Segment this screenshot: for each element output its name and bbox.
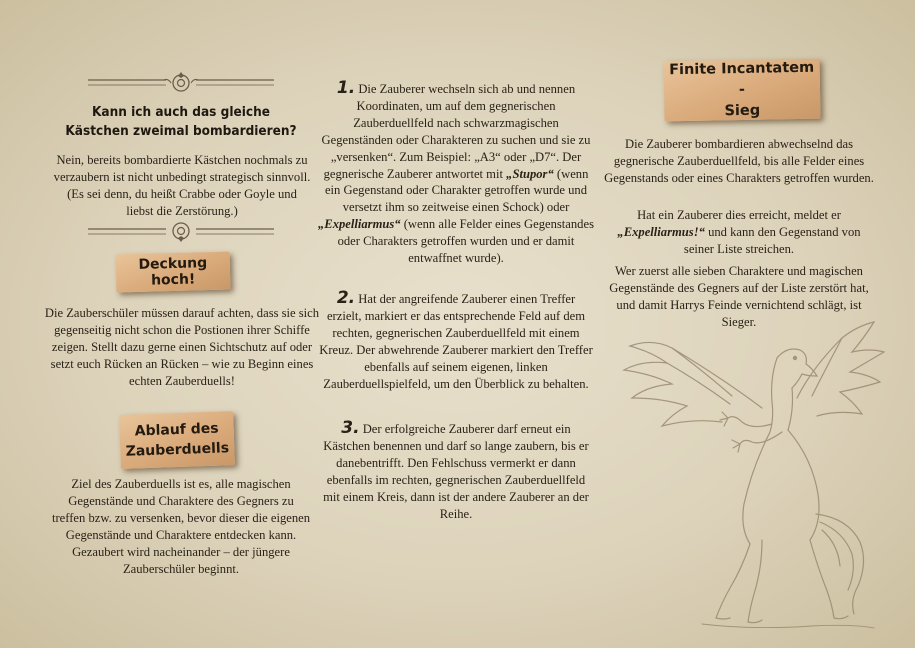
step1-text-a: Die Zauberer wechseln sich ab und nennen Koordinaten, um auf dem gegnerischen Zauberduellfeld nach schwarzmagischen Gegenständen oder Charakteren zu suchen und sie zu „versenken“. Zum Beispiel: „A3“ oder „D7“. Der gegnerische Zauberer antwortet mit [321,82,591,181]
faq-text: Nein, bereits bombardierte Kästchen nochmals zu verzaubern ist nicht unbedingt strategisch sinnvoll. (Es sei denn, du heißt Crabbe oder Goyle und liebst die Zerstörung.) [53,153,311,218]
win-text-2a: Hat ein Zauberer dies erreicht, meldet er [637,208,841,222]
win-text-3: Wer zuerst alle sieben Charaktere und magischen Gegenstände des Gegners auf der Liste zerstört hat, und damit Harrys Feinde vernichtend schlägt, ist Sieger. [609,264,869,329]
step1-spell-stupor: „Stupor“ [506,166,554,181]
win-text-2b: und kann den Gegenstand von seiner Liste streichen. [683,224,861,256]
step3-number: 3. [341,418,360,438]
step2 [318,290,594,392]
step1-spell-expelliarmus: „Expelliarmus“ [318,217,401,232]
cover-label [116,252,231,293]
win-label-line1: Finite Incantatem - [668,59,815,98]
faq-heading: Kann ich auch das gleiche Kästchen zweimal bombardieren? [65,104,297,139]
win-spell-expelliarmus: „Expelliarmus!“ [617,224,705,239]
win-text-1: Die Zauberer bombardieren abwechselnd das gegnerische Zauberduellfeld, bis alle Felder eines Gegenstands oder eines Charakters getroffen wurden. [604,137,874,185]
ornament-divider-top [88,72,274,96]
step1 [318,80,594,267]
cover-text: Die Zauberschüler müssen darauf achten, dass sie sich gegenseitig nicht schon die Postionen ihrer Schiffe zeigen. Stellt dazu gerne einen Sichtschutz auf oder setzt euch Rücken an Rücken – wie zu Beginn eines echten Zauberduells! [44,306,320,388]
win-label-line2: Sieg [724,102,761,119]
step1-text-b: (wenn ein Gegenstand oder Charakter getroffen wurde und versetzt ihm so zeitweise einen Schock) oder [324,166,589,215]
step2-number: 2. [336,288,356,308]
win-label [663,59,820,122]
step1-text-c: (wenn alle Felder eines Gegenstandes oder Charakters getroffen wurden und er damit entwaffnet wurde). [337,217,594,266]
flow-label-line1: Ablauf des [134,420,219,440]
ornament-divider-bottom [88,218,274,242]
step1-number: 1. [336,78,356,98]
flow-label [119,411,235,469]
step3-text: Der erfolgreiche Zauberer darf erneut ein Kästchen benennen und darf so lange zaubern, bis er danebentrifft. Den Fehlschuss vermerkt er dann ebenfalls im rechten, gegnerischen Zauberduellfeld mit einem Kreis, dann ist der andere Zauberer an der Reihe. [323,422,589,521]
flow-label-line2: Zauberduells [125,440,230,460]
win-text-2 [604,207,874,258]
cover-label-text: Deckung hoch! [138,255,208,289]
flow-text: Ziel des Zauberduells ist es, alle magischen Gegenstände und Charaktere des Gegners zu treffen bzw. zu versenken, bevor dieser die eigenen Gegenstände und Charaktere entdecken kann. Gezaubert wird nacheinander – der jüngere Zauberschüler beginnt. [51,477,311,576]
step3 [318,420,594,522]
step2-text: Hat der angreifende Zauberer einen Treffer erzielt, markiert er das entsprechende Feld auf dem rechten, gegnerischen Zauberduellfeld mit einem Kreuz. Der abwehrende Zauberer markiert den Treffer ebenfalls auf seinem eigenen, linken Zauberduellspielfeld, um den Überblick zu behalten. [319,292,593,391]
hippogriff-illustration [612,318,892,636]
